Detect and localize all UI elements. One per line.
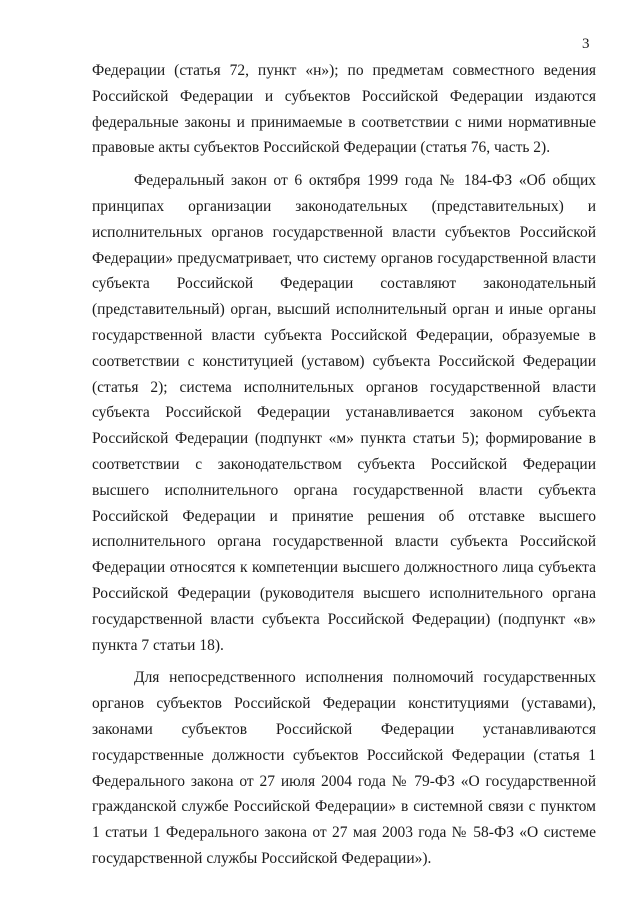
document-body	[92, 58, 596, 879]
page-number: 3	[582, 36, 590, 52]
paragraph-state-positions: Для непосредственного исполнения полномочий государственных органов субъектов Российской Федерации конституциями (уставами), законами субъектов Российской Федерации устанавливаются государственные должности субъектов Российской Федерации (статья 1 Федерального закона от 27 июля 2004 года № 79-ФЗ «О государственной гражданской службе Российской Федерации» в системной связи с пунктом 1 статьи 1 Федерального закона от 27 мая 2003 года № 58-ФЗ «О системе государственной службы Российской Федерации»).	[92, 669, 596, 867]
paragraph-federal-law-184: Федеральный закон от 6 октября 1999 года № 184-ФЗ «Об общих принципах организации законодательных (представительных) и исполнительных органов государственной власти субъектов Российской Федерации» предусматривает, что систему органов государственной власти субъекта Российской Федерации составляют законодательный (представительный) орган, высший исполнительный орган и иные органы государственной власти субъекта Российской Федерации, образуемые в соответствии с конституцией (уставом) субъекта Российской Федерации (статья 2); система исполнительных органов государственной власти субъекта Российской Федерации устанавливается законом субъекта Российской Федерации (подпункт «м» пункта статьи 5); формирование в соответствии с законодательством субъекта Российской Федерации высшего исполнительного органа государственной власти субъекта Российской Федерации и принятие решения об отставке высшего исполнительного органа государственной власти субъекта Российской Федерации относятся к компетенции высшего должностного лица субъекта Российской Федерации (руководителя высшего исполнительного органа государственной власти субъекта Российской Федерации) (подпункт «в» пункта 7 статьи 18).	[92, 172, 596, 654]
paragraph-continuation: Федерации (статья 72, пункт «н»); по предметам совместного ведения Российской Федерации и субъектов Российской Федерации издаются федеральные законы и принимаемые в соответствии с ними нормативные правовые акты субъектов Российской Федерации (статья 76, часть 2).	[92, 62, 596, 157]
